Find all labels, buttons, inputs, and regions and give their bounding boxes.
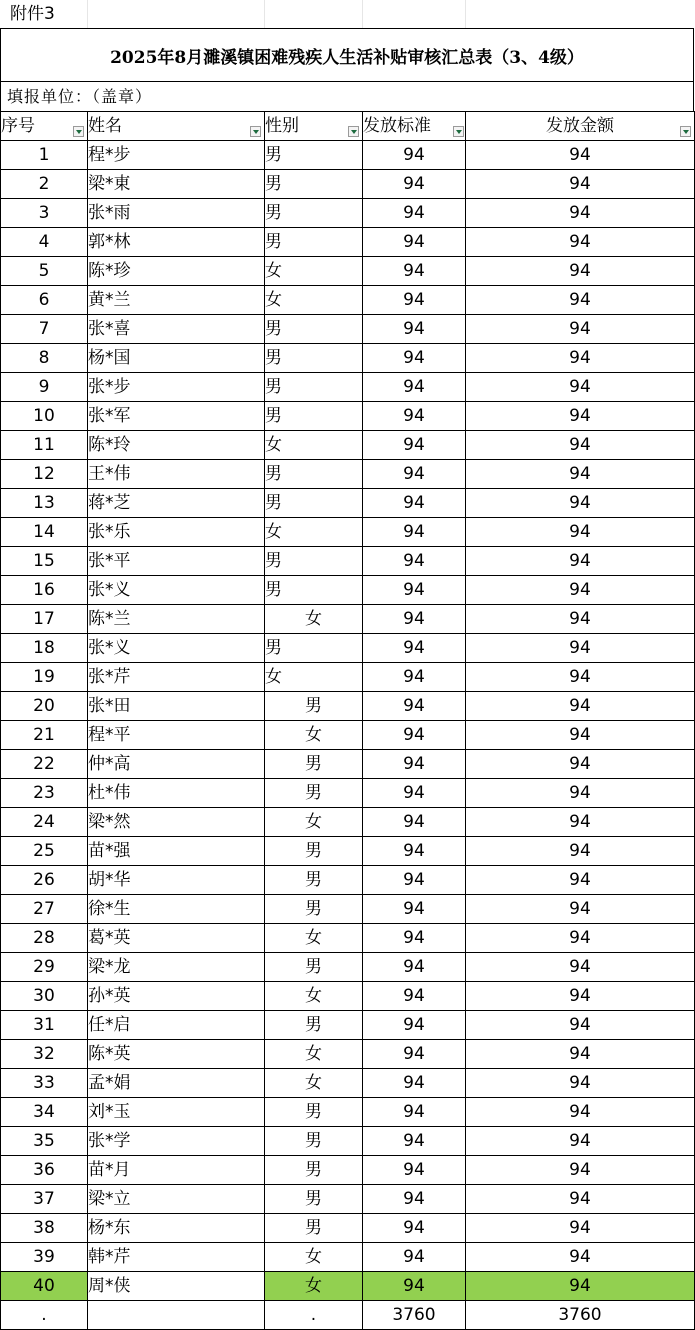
- gender-cell[interactable]: 女: [265, 605, 363, 634]
- standard-cell[interactable]: 94: [363, 692, 466, 721]
- table-row: [1, 547, 695, 576]
- amount-cell[interactable]: 94: [466, 1069, 695, 1098]
- table-row: [1, 837, 695, 866]
- serial-cell[interactable]: 4: [1, 228, 88, 257]
- gender-cell[interactable]: 男: [265, 228, 363, 257]
- total-serial-cell[interactable]: .: [1, 1301, 88, 1330]
- amount-cell[interactable]: 94: [466, 663, 695, 692]
- name-cell[interactable]: 刘*玉: [88, 1098, 265, 1127]
- standard-cell[interactable]: 94: [363, 547, 466, 576]
- table-row: [1, 344, 695, 373]
- header-serial: [1, 112, 88, 141]
- table-row: [1, 895, 695, 924]
- standard-cell[interactable]: 94: [363, 1185, 466, 1214]
- amount-cell[interactable]: 94: [466, 257, 695, 286]
- standard-cell[interactable]: 94: [363, 1127, 466, 1156]
- standard-cell[interactable]: 94: [363, 895, 466, 924]
- cell-gridline: [87, 0, 88, 28]
- amount-cell[interactable]: 94: [466, 402, 695, 431]
- gender-cell[interactable]: 男: [265, 634, 363, 663]
- serial-cell[interactable]: 33: [1, 1069, 88, 1098]
- gender-cell[interactable]: 女: [265, 1069, 363, 1098]
- table-row: [1, 1156, 695, 1185]
- standard-cell[interactable]: 94: [363, 1243, 466, 1272]
- table-row: [1, 286, 695, 315]
- serial-cell[interactable]: 40: [1, 1272, 88, 1301]
- gender-cell[interactable]: 女: [265, 1272, 363, 1301]
- serial-cell[interactable]: 15: [1, 547, 88, 576]
- standard-cell[interactable]: 94: [363, 286, 466, 315]
- table-row: [1, 460, 695, 489]
- name-cell[interactable]: 张*喜: [88, 315, 265, 344]
- standard-cell[interactable]: 94: [363, 1040, 466, 1069]
- header-label: 序号: [1, 116, 35, 136]
- table-row: [1, 1243, 695, 1272]
- serial-cell[interactable]: 30: [1, 982, 88, 1011]
- attachment-label: 附件3: [10, 4, 55, 24]
- standard-cell[interactable]: 94: [363, 518, 466, 547]
- table-row: [1, 1011, 695, 1040]
- table-row: [1, 315, 695, 344]
- table-row: [1, 982, 695, 1011]
- gender-cell[interactable]: 男: [265, 1011, 363, 1040]
- standard-cell[interactable]: 94: [363, 837, 466, 866]
- standard-cell[interactable]: 94: [363, 170, 466, 199]
- standard-cell[interactable]: 94: [363, 315, 466, 344]
- name-cell[interactable]: 郭*林: [88, 228, 265, 257]
- name-cell[interactable]: 仲*高: [88, 750, 265, 779]
- name-cell[interactable]: 张*义: [88, 634, 265, 663]
- table-row: [1, 1040, 695, 1069]
- serial-cell[interactable]: 13: [1, 489, 88, 518]
- amount-cell[interactable]: 94: [466, 1098, 695, 1127]
- name-cell[interactable]: 陈*英: [88, 1040, 265, 1069]
- amount-cell[interactable]: 94: [466, 808, 695, 837]
- gender-cell[interactable]: 男: [265, 895, 363, 924]
- standard-cell[interactable]: 94: [363, 576, 466, 605]
- amount-cell[interactable]: 94: [466, 721, 695, 750]
- header-gender: [265, 112, 363, 141]
- standard-cell[interactable]: 94: [363, 1069, 466, 1098]
- standard-cell[interactable]: 94: [363, 663, 466, 692]
- gender-cell[interactable]: 男: [265, 1127, 363, 1156]
- table-row: [1, 228, 695, 257]
- amount-cell[interactable]: 94: [466, 228, 695, 257]
- amount-cell[interactable]: 94: [466, 315, 695, 344]
- serial-cell[interactable]: 11: [1, 431, 88, 460]
- report-title: 2025年8月濉溪镇困难残疾人生活补贴审核汇总表（3、4级）: [0, 28, 694, 82]
- name-cell[interactable]: 苗*月: [88, 1156, 265, 1185]
- gender-cell[interactable]: 男: [265, 692, 363, 721]
- standard-cell[interactable]: 94: [363, 924, 466, 953]
- amount-cell[interactable]: 94: [466, 286, 695, 315]
- name-cell[interactable]: 蒋*芝: [88, 489, 265, 518]
- standard-cell[interactable]: 94: [363, 750, 466, 779]
- standard-cell[interactable]: 94: [363, 460, 466, 489]
- table-row: [1, 721, 695, 750]
- gender-cell[interactable]: 女: [265, 721, 363, 750]
- table-row: [1, 866, 695, 895]
- filter-dropdown-icon[interactable]: [73, 126, 84, 137]
- table-row: [1, 924, 695, 953]
- cell-gridline: [362, 0, 363, 28]
- header-standard: [363, 112, 466, 141]
- gender-cell[interactable]: 女: [265, 518, 363, 547]
- amount-cell[interactable]: 94: [466, 547, 695, 576]
- amount-cell[interactable]: 94: [466, 692, 695, 721]
- table-row: [1, 663, 695, 692]
- gender-cell[interactable]: 男: [265, 1156, 363, 1185]
- serial-cell[interactable]: 7: [1, 315, 88, 344]
- standard-cell[interactable]: 94: [363, 605, 466, 634]
- amount-cell[interactable]: 94: [466, 1127, 695, 1156]
- name-cell[interactable]: 韩*芹: [88, 1243, 265, 1272]
- name-cell[interactable]: 张*田: [88, 692, 265, 721]
- cell-gridline: [264, 0, 265, 28]
- serial-cell[interactable]: 20: [1, 692, 88, 721]
- name-cell[interactable]: 张*军: [88, 402, 265, 431]
- header-label: 姓名: [88, 116, 122, 136]
- table-row: [1, 402, 695, 431]
- header-label: 性别: [265, 116, 299, 136]
- name-cell[interactable]: 徐*生: [88, 895, 265, 924]
- table-row: [1, 489, 695, 518]
- name-cell[interactable]: 张*义: [88, 576, 265, 605]
- header-amount: [466, 112, 695, 141]
- standard-cell[interactable]: 94: [363, 257, 466, 286]
- standard-cell[interactable]: 94: [363, 953, 466, 982]
- amount-cell[interactable]: 94: [466, 837, 695, 866]
- serial-cell[interactable]: 8: [1, 344, 88, 373]
- amount-cell[interactable]: 94: [466, 141, 695, 170]
- name-cell[interactable]: 张*芹: [88, 663, 265, 692]
- gender-cell[interactable]: 男: [265, 866, 363, 895]
- amount-cell[interactable]: 94: [466, 1214, 695, 1243]
- serial-cell[interactable]: 35: [1, 1127, 88, 1156]
- serial-cell[interactable]: 1: [1, 141, 88, 170]
- amount-cell[interactable]: 94: [466, 634, 695, 663]
- filter-dropdown-icon[interactable]: [348, 126, 359, 137]
- gender-cell[interactable]: 女: [265, 286, 363, 315]
- amount-cell[interactable]: 94: [466, 1243, 695, 1272]
- standard-cell[interactable]: 94: [363, 808, 466, 837]
- total-gender-cell[interactable]: .: [265, 1301, 363, 1330]
- gender-cell[interactable]: 男: [265, 460, 363, 489]
- amount-cell[interactable]: 94: [466, 373, 695, 402]
- table-row: [1, 431, 695, 460]
- gender-cell[interactable]: 女: [265, 924, 363, 953]
- serial-cell[interactable]: 21: [1, 721, 88, 750]
- serial-cell[interactable]: 14: [1, 518, 88, 547]
- amount-cell[interactable]: 94: [466, 460, 695, 489]
- fill-unit-label: 填报单位：（盖章）: [0, 82, 694, 111]
- gender-cell[interactable]: 男: [265, 1214, 363, 1243]
- serial-cell[interactable]: 6: [1, 286, 88, 315]
- gender-cell[interactable]: 女: [265, 808, 363, 837]
- header-label: 发放标准: [363, 116, 431, 136]
- name-cell[interactable]: 胡*华: [88, 866, 265, 895]
- amount-cell[interactable]: 94: [466, 1156, 695, 1185]
- standard-cell[interactable]: 94: [363, 721, 466, 750]
- amount-cell[interactable]: 94: [466, 1272, 695, 1301]
- gender-cell[interactable]: 男: [265, 344, 363, 373]
- serial-cell[interactable]: 26: [1, 866, 88, 895]
- gender-cell[interactable]: 男: [265, 953, 363, 982]
- gender-cell[interactable]: 男: [265, 750, 363, 779]
- name-cell[interactable]: 杜*伟: [88, 779, 265, 808]
- amount-cell[interactable]: 94: [466, 953, 695, 982]
- name-cell[interactable]: 梁*龙: [88, 953, 265, 982]
- name-cell[interactable]: 张*步: [88, 373, 265, 402]
- serial-cell[interactable]: 22: [1, 750, 88, 779]
- table-row: [1, 605, 695, 634]
- amount-cell[interactable]: 94: [466, 982, 695, 1011]
- amount-cell[interactable]: 94: [466, 779, 695, 808]
- gender-cell[interactable]: 男: [265, 576, 363, 605]
- amount-cell[interactable]: 94: [466, 750, 695, 779]
- table-row: [1, 1185, 695, 1214]
- serial-cell[interactable]: 37: [1, 1185, 88, 1214]
- table-row: [1, 141, 695, 170]
- amount-cell[interactable]: 94: [466, 489, 695, 518]
- name-cell[interactable]: 黄*兰: [88, 286, 265, 315]
- name-cell[interactable]: 苗*强: [88, 837, 265, 866]
- amount-cell[interactable]: 94: [466, 518, 695, 547]
- serial-cell[interactable]: 29: [1, 953, 88, 982]
- name-cell[interactable]: 周*侠: [88, 1272, 265, 1301]
- standard-cell[interactable]: 94: [363, 634, 466, 663]
- standard-cell[interactable]: 94: [363, 1098, 466, 1127]
- amount-cell[interactable]: 94: [466, 924, 695, 953]
- amount-cell[interactable]: 94: [466, 576, 695, 605]
- serial-cell[interactable]: 32: [1, 1040, 88, 1069]
- serial-cell[interactable]: 27: [1, 895, 88, 924]
- standard-cell[interactable]: 94: [363, 489, 466, 518]
- amount-cell[interactable]: 94: [466, 199, 695, 228]
- gender-cell[interactable]: 男: [265, 315, 363, 344]
- name-cell[interactable]: 葛*英: [88, 924, 265, 953]
- table-row: [1, 199, 695, 228]
- name-cell[interactable]: 程*步: [88, 141, 265, 170]
- table-row: [1, 808, 695, 837]
- standard-cell[interactable]: 94: [363, 344, 466, 373]
- header-name: [88, 112, 265, 141]
- table-header-row: [1, 112, 695, 141]
- total-amount-cell[interactable]: 3760: [466, 1301, 695, 1330]
- name-cell[interactable]: 梁*東: [88, 170, 265, 199]
- header-label: 发放金额: [546, 116, 614, 136]
- serial-cell[interactable]: 38: [1, 1214, 88, 1243]
- gender-cell[interactable]: 男: [265, 373, 363, 402]
- standard-cell[interactable]: 94: [363, 1272, 466, 1301]
- serial-cell[interactable]: 12: [1, 460, 88, 489]
- amount-cell[interactable]: 94: [466, 866, 695, 895]
- gender-cell[interactable]: 男: [265, 779, 363, 808]
- serial-cell[interactable]: 39: [1, 1243, 88, 1272]
- table-row: [1, 576, 695, 605]
- gender-cell[interactable]: 男: [265, 547, 363, 576]
- name-cell[interactable]: 孙*英: [88, 982, 265, 1011]
- amount-cell[interactable]: 94: [466, 1040, 695, 1069]
- name-cell[interactable]: 程*平: [88, 721, 265, 750]
- table-row: [1, 692, 695, 721]
- name-cell[interactable]: 梁*然: [88, 808, 265, 837]
- gender-cell[interactable]: 男: [265, 199, 363, 228]
- gender-cell[interactable]: 男: [265, 1185, 363, 1214]
- standard-cell[interactable]: 94: [363, 982, 466, 1011]
- standard-cell[interactable]: 94: [363, 866, 466, 895]
- name-cell[interactable]: 杨*国: [88, 344, 265, 373]
- name-cell[interactable]: 张*乐: [88, 518, 265, 547]
- filter-dropdown-icon[interactable]: [680, 126, 691, 137]
- serial-cell[interactable]: 18: [1, 634, 88, 663]
- gender-cell[interactable]: 女: [265, 1243, 363, 1272]
- table-row: [1, 1098, 695, 1127]
- gender-cell[interactable]: 女: [265, 663, 363, 692]
- serial-cell[interactable]: 25: [1, 837, 88, 866]
- gender-cell[interactable]: 男: [265, 489, 363, 518]
- name-cell[interactable]: 张*平: [88, 547, 265, 576]
- serial-cell[interactable]: 16: [1, 576, 88, 605]
- amount-cell[interactable]: 94: [466, 1011, 695, 1040]
- standard-cell[interactable]: 94: [363, 199, 466, 228]
- total-name-cell[interactable]: [88, 1301, 265, 1330]
- name-cell[interactable]: 张*雨: [88, 199, 265, 228]
- serial-cell[interactable]: 34: [1, 1098, 88, 1127]
- total-row: [1, 1301, 695, 1330]
- name-cell[interactable]: 任*启: [88, 1011, 265, 1040]
- amount-cell[interactable]: 94: [466, 431, 695, 460]
- name-cell[interactable]: 陈*珍: [88, 257, 265, 286]
- gender-cell[interactable]: 男: [265, 837, 363, 866]
- table-row: [1, 634, 695, 663]
- name-cell[interactable]: 张*学: [88, 1127, 265, 1156]
- standard-cell[interactable]: 94: [363, 779, 466, 808]
- name-cell[interactable]: 梁*立: [88, 1185, 265, 1214]
- table-row: [1, 518, 695, 547]
- standard-cell[interactable]: 94: [363, 431, 466, 460]
- serial-cell[interactable]: 3: [1, 199, 88, 228]
- subsidy-table: [0, 111, 695, 1330]
- serial-cell[interactable]: 36: [1, 1156, 88, 1185]
- name-cell[interactable]: 陈*玲: [88, 431, 265, 460]
- table-row: [1, 1069, 695, 1098]
- total-standard-cell[interactable]: 3760: [363, 1301, 466, 1330]
- filter-dropdown-icon[interactable]: [453, 126, 464, 137]
- serial-cell[interactable]: 2: [1, 170, 88, 199]
- serial-cell[interactable]: 17: [1, 605, 88, 634]
- serial-cell[interactable]: 10: [1, 402, 88, 431]
- amount-cell[interactable]: 94: [466, 170, 695, 199]
- serial-cell[interactable]: 31: [1, 1011, 88, 1040]
- table-row: [1, 953, 695, 982]
- amount-cell[interactable]: 94: [466, 1185, 695, 1214]
- gender-cell[interactable]: 女: [265, 1040, 363, 1069]
- serial-cell[interactable]: 24: [1, 808, 88, 837]
- serial-cell[interactable]: 19: [1, 663, 88, 692]
- table-row: [1, 170, 695, 199]
- table-body: [1, 141, 695, 1330]
- standard-cell[interactable]: 94: [363, 141, 466, 170]
- serial-cell[interactable]: 28: [1, 924, 88, 953]
- gender-cell[interactable]: 男: [265, 170, 363, 199]
- serial-cell[interactable]: 5: [1, 257, 88, 286]
- cell-gridline: [465, 0, 466, 28]
- standard-cell[interactable]: 94: [363, 1214, 466, 1243]
- name-cell[interactable]: 孟*娟: [88, 1069, 265, 1098]
- standard-cell[interactable]: 94: [363, 228, 466, 257]
- gender-cell[interactable]: 女: [265, 982, 363, 1011]
- gender-cell[interactable]: 男: [265, 402, 363, 431]
- filter-dropdown-icon[interactable]: [250, 126, 261, 137]
- table-row: [1, 257, 695, 286]
- standard-cell[interactable]: 94: [363, 373, 466, 402]
- gender-cell[interactable]: 男: [265, 141, 363, 170]
- standard-cell[interactable]: 94: [363, 1011, 466, 1040]
- table-row: [1, 373, 695, 402]
- name-cell[interactable]: 王*伟: [88, 460, 265, 489]
- serial-cell[interactable]: 9: [1, 373, 88, 402]
- name-cell[interactable]: 杨*东: [88, 1214, 265, 1243]
- table-row: [1, 1127, 695, 1156]
- serial-cell[interactable]: 23: [1, 779, 88, 808]
- amount-cell[interactable]: 94: [466, 344, 695, 373]
- table-row: [1, 750, 695, 779]
- amount-cell[interactable]: 94: [466, 895, 695, 924]
- amount-cell[interactable]: 94: [466, 605, 695, 634]
- gender-cell[interactable]: 男: [265, 1098, 363, 1127]
- standard-cell[interactable]: 94: [363, 1156, 466, 1185]
- standard-cell[interactable]: 94: [363, 402, 466, 431]
- table-row: [1, 1272, 695, 1301]
- gender-cell[interactable]: 女: [265, 431, 363, 460]
- table-row: [1, 1214, 695, 1243]
- name-cell[interactable]: 陈*兰: [88, 605, 265, 634]
- table-row: [1, 779, 695, 808]
- gender-cell[interactable]: 女: [265, 257, 363, 286]
